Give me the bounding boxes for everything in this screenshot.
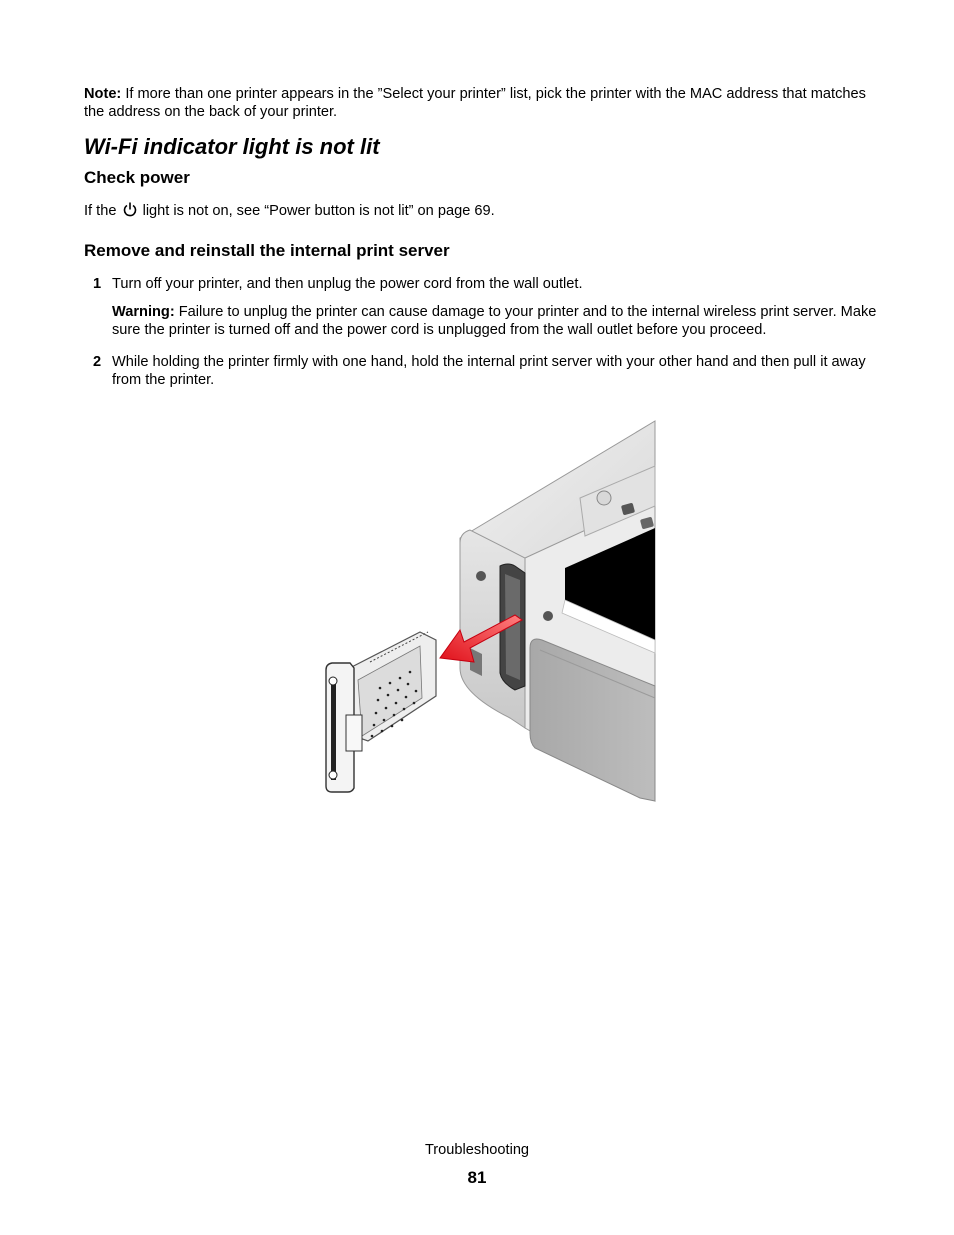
check-power-text-before: If the [84, 203, 121, 219]
check-power-text [84, 202, 495, 222]
step-1-number: 1 [93, 276, 102, 292]
printer-body [460, 421, 655, 801]
power-icon [123, 202, 137, 222]
internal-print-server [326, 632, 436, 792]
warning-text: Failure to unplug the printer can cause damage to your printer and to the internal wireless print server. Make sure the printer is turned off and the power cord is unplugged from the wall outlet before you proceed. [112, 304, 877, 338]
note-label: Note: [84, 86, 122, 102]
step-2-number: 2 [93, 354, 102, 370]
step-1-text: Turn off your printer, and then unplug the power cord from the wall outlet. [112, 276, 583, 292]
warning-label: Warning: [112, 304, 175, 320]
page-number: 81 [467, 1168, 487, 1187]
section-title: Wi-Fi indicator light is not lit [84, 134, 380, 159]
step-2-text: While holding the printer firmly with one hand, hold the internal print server with your other hand and then pull it away from the printer. [112, 354, 866, 388]
print-server-removal-illustration [310, 418, 660, 813]
footer-section-name: Troubleshooting [424, 1142, 530, 1158]
check-power-heading: Check power [84, 168, 190, 187]
remove-reinstall-heading: Remove and reinstall the internal print server [84, 241, 450, 260]
warning-paragraph [112, 303, 892, 339]
note-text: If more than one printer appears in the ”Select your printer” list, pick the printer with the MAC address that matches the address on the back of your printer. [84, 86, 866, 120]
check-power-text-after: light is not on, see “Power button is not lit” on page 69. [138, 203, 495, 219]
note-paragraph [84, 85, 884, 121]
